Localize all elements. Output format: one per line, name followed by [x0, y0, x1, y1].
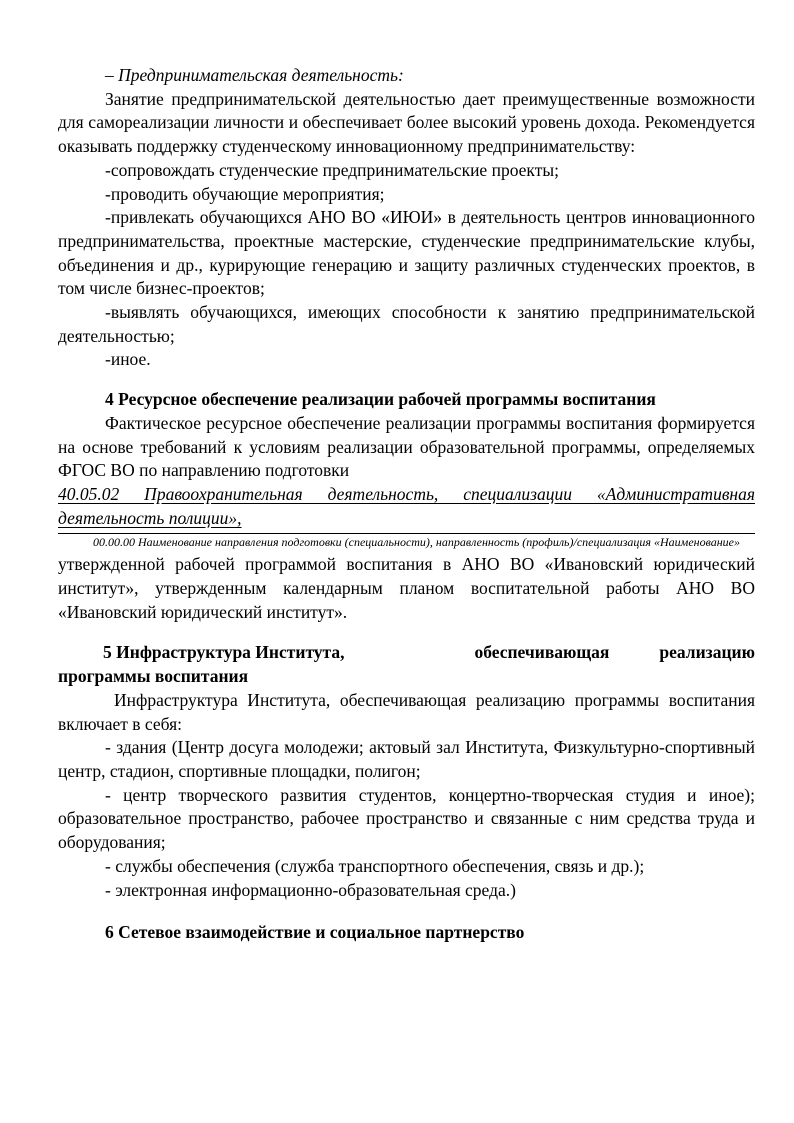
support-list-item: -сопровождать студенческие предпринимательские проекты;	[105, 159, 559, 180]
support-list-item: -привлекать обучающихся АНО ВО «ИЮИ» в деятельность центров инновационного предпринимательства, проектные мастерские, студенческие предпринимательские клубы, объединения и др., курирующие генерацию и защиту различных студенческих проектов, в том числе бизнес-проектов;	[58, 207, 755, 299]
footnote-caption: 00.00.00 Наименование направления подготовки (специальности), направленность (профиль)/специализация «Наименование»	[93, 535, 740, 550]
section5-heading-segment: 5 Инфраструктура Института,	[103, 642, 345, 663]
section5-heading-line1	[58, 641, 755, 665]
section6-heading: 6 Сетевое взаимодействие и социальное партнерство	[105, 922, 525, 943]
section5-heading-segment: реализацию	[659, 642, 755, 663]
entrepreneurship-intro-paragraph: Занятие предпринимательской деятельностью дает преимущественные возможности для самореализации личности и обеспечивает более высокий уровень дохода. Рекомендуется оказывать поддержку студенческому инновационному предпринимательству:	[58, 88, 755, 157]
specialty-underlined-line: 40.05.02 Правоохранительная деятельность, специализации «Административная деятельность полиции»,	[58, 483, 755, 528]
section4-approved-paragraph: утвержденной рабочей программой воспитания в АНО ВО «Ивановский юридический институт», утвержденным календарным планом воспитательной работы АНО ВО «Ивановский юридический институт».	[58, 554, 755, 622]
infrastructure-list-item: - здания (Центр досуга молодежи; актовый зал Института, Физкультурно-спортивный центр, стадион, спортивные площадки, полигон;	[58, 737, 755, 781]
entrepreneurship-item-title: – Предпринимательская деятельность:	[105, 65, 404, 85]
support-list-item: -проводить обучающие мероприятия;	[105, 183, 385, 204]
section5-heading-line2: программы воспитания	[58, 666, 249, 687]
section4-heading: 4 Ресурсное обеспечение реализации рабочей программы воспитания	[105, 389, 656, 410]
footnote-block	[58, 533, 755, 553]
support-list-item: -выявлять обучающихся, имеющих способности к занятию предпринимательской деятельностью;	[58, 302, 755, 346]
section5-heading-segment: обеспечивающая	[474, 642, 610, 663]
infrastructure-intro-paragraph: Инфраструктура Института, обеспечивающая реализацию программы воспитания включает в себя:	[58, 689, 755, 734]
infrastructure-list-item: - службы обеспечения (служба транспортного обеспечения, связь и др.);	[105, 855, 645, 876]
infrastructure-list-item: - электронная информационно-образовательная среда.)	[105, 879, 516, 900]
support-list-item: -иное.	[105, 349, 151, 370]
section4-body-paragraph: Фактическое ресурсное обеспечение реализации программы воспитания формируется на основе требований к условиям реализации образовательной программы, определяемых ФГОС ВО по направлению подготовки	[58, 412, 755, 481]
infrastructure-list-item: - центр творческого развития студентов, концертно-творческая студия и иное); образовательное пространство, рабочее пространство и связанные с ним средства труда и оборудования;	[58, 784, 755, 853]
